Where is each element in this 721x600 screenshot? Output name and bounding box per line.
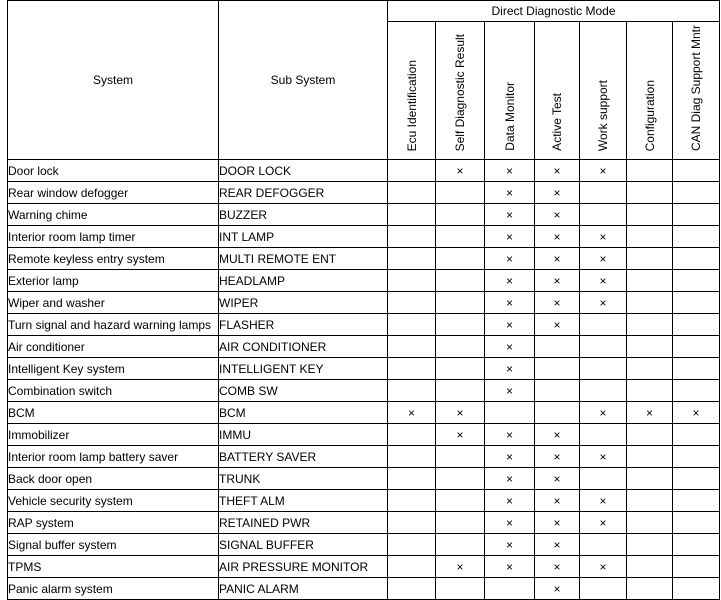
mode-cell <box>485 380 535 402</box>
mode-cell <box>627 204 673 226</box>
mode-cell <box>485 490 535 512</box>
subsystem-cell: THEFT ALM <box>219 490 388 512</box>
supported-mark: × <box>553 229 561 244</box>
mode-cell <box>436 468 485 490</box>
mode-cell <box>535 226 580 248</box>
supported-mark: × <box>553 427 561 442</box>
supported-mark: × <box>456 163 464 178</box>
supported-mark: × <box>505 559 513 574</box>
mode-cell <box>436 336 485 358</box>
mode-cell <box>627 512 673 534</box>
mode-cell <box>535 336 580 358</box>
mode-cell <box>485 270 535 292</box>
mode-cell <box>485 446 535 468</box>
mode-cell <box>673 292 720 314</box>
supported-mark: × <box>505 471 513 486</box>
supported-mark: × <box>599 251 607 266</box>
mode-cell <box>627 468 673 490</box>
table-row <box>8 182 720 204</box>
mode-cell <box>485 358 535 380</box>
system-cell: Warning chime <box>8 204 219 226</box>
supported-mark: × <box>553 251 561 266</box>
mode-cell <box>485 160 535 182</box>
mode-cell <box>436 446 485 468</box>
mode-cell <box>388 578 436 600</box>
mode-cell <box>388 380 436 402</box>
mode-cell <box>580 226 627 248</box>
supported-mark: × <box>553 317 561 332</box>
diagnostic-mode-table <box>7 0 720 600</box>
mode-cell <box>580 358 627 380</box>
supported-mark: × <box>553 295 561 310</box>
mode-cell <box>673 204 720 226</box>
system-cell: Rear window defogger <box>8 182 219 204</box>
table-row <box>8 314 720 336</box>
subsystem-cell: INT LAMP <box>219 226 388 248</box>
mode-cell <box>673 248 720 270</box>
mode-cell <box>627 380 673 402</box>
table-row <box>8 468 720 490</box>
mode-cell <box>535 402 580 424</box>
table-row <box>8 512 720 534</box>
supported-mark: × <box>553 273 561 288</box>
mode-cell <box>580 578 627 600</box>
column-header-self-diagnostic-result <box>436 22 485 160</box>
supported-mark: × <box>553 163 561 178</box>
supported-mark: × <box>505 537 513 552</box>
supported-mark: × <box>599 273 607 288</box>
system-cell: Wiper and washer <box>8 292 219 314</box>
mode-cell <box>485 182 535 204</box>
supported-mark: × <box>505 515 513 530</box>
column-header-ecu-identification <box>388 22 436 160</box>
supported-mark: × <box>599 405 607 420</box>
supported-mark: × <box>599 559 607 574</box>
mode-cell <box>627 182 673 204</box>
mode-cell <box>627 358 673 380</box>
mode-cell <box>436 182 485 204</box>
mode-cell <box>388 512 436 534</box>
mode-cell <box>535 556 580 578</box>
table-row <box>8 556 720 578</box>
system-cell: BCM <box>8 402 219 424</box>
supported-mark: × <box>456 559 464 574</box>
mode-cell <box>535 160 580 182</box>
supported-mark: × <box>599 295 607 310</box>
system-cell: Interior room lamp battery saver <box>8 446 219 468</box>
mode-cell <box>580 314 627 336</box>
subsystem-cell: BCM <box>219 402 388 424</box>
supported-mark: × <box>505 163 513 178</box>
mode-cell <box>436 578 485 600</box>
mode-cell <box>436 358 485 380</box>
mode-cell <box>436 556 485 578</box>
supported-mark: × <box>505 317 513 332</box>
supported-mark: × <box>505 229 513 244</box>
column-header-can-diag-support-mntr <box>673 22 720 160</box>
system-cell: Immobilizer <box>8 424 219 446</box>
mode-cell <box>535 380 580 402</box>
mode-cell <box>485 402 535 424</box>
mode-cell <box>627 336 673 358</box>
mode-cell <box>535 248 580 270</box>
mode-cell <box>388 358 436 380</box>
mode-cell <box>673 446 720 468</box>
mode-cell <box>673 424 720 446</box>
mode-cell <box>436 204 485 226</box>
mode-cell <box>580 534 627 556</box>
system-cell: Door lock <box>8 160 219 182</box>
subsystem-cell: REAR DEFOGGER <box>219 182 388 204</box>
mode-cell <box>580 424 627 446</box>
mode-cell <box>485 512 535 534</box>
mode-cell <box>388 160 436 182</box>
mode-cell <box>627 446 673 468</box>
subsystem-cell: BUZZER <box>219 204 388 226</box>
column-header-work-support <box>580 22 627 160</box>
subsystem-cell: TRUNK <box>219 468 388 490</box>
mode-cell <box>388 446 436 468</box>
column-header-label: Self Diagnostic Result <box>453 33 467 151</box>
table-row <box>8 292 720 314</box>
mode-cell <box>436 380 485 402</box>
mode-cell <box>673 336 720 358</box>
table-row <box>8 270 720 292</box>
mode-cell <box>485 248 535 270</box>
mode-cell <box>388 270 436 292</box>
supported-mark: × <box>553 471 561 486</box>
column-header-configuration <box>627 22 673 160</box>
mode-cell <box>673 490 720 512</box>
supported-mark: × <box>553 185 561 200</box>
mode-cell <box>485 556 535 578</box>
column-header-label: Work support <box>596 79 610 151</box>
supported-mark: × <box>553 515 561 530</box>
system-cell: Interior room lamp timer <box>8 226 219 248</box>
mode-cell <box>485 424 535 446</box>
system-column-header: System <box>8 1 219 160</box>
column-header-label: Configuration <box>642 79 657 151</box>
mode-cell <box>580 512 627 534</box>
subsystem-cell: SIGNAL BUFFER <box>219 534 388 556</box>
mode-cell <box>436 226 485 248</box>
table-row <box>8 204 720 226</box>
mode-cell <box>388 468 436 490</box>
mode-cell <box>535 490 580 512</box>
supported-mark: × <box>553 207 561 222</box>
mode-cell <box>673 402 720 424</box>
supported-mark: × <box>553 581 561 596</box>
mode-cell <box>388 248 436 270</box>
table-row <box>8 402 720 424</box>
mode-cell <box>436 402 485 424</box>
system-cell: Exterior lamp <box>8 270 219 292</box>
mode-cell <box>388 534 436 556</box>
supported-mark: × <box>553 493 561 508</box>
supported-mark: × <box>599 493 607 508</box>
mode-cell <box>485 292 535 314</box>
mode-cell <box>673 512 720 534</box>
mode-cell <box>535 446 580 468</box>
system-cell: Combination switch <box>8 380 219 402</box>
mode-cell <box>627 578 673 600</box>
supported-mark: × <box>505 449 513 464</box>
mode-cell <box>627 292 673 314</box>
table-row <box>8 380 720 402</box>
table-row <box>8 424 720 446</box>
mode-cell <box>673 160 720 182</box>
mode-cell <box>388 314 436 336</box>
subsystem-cell: RETAINED PWR <box>219 512 388 534</box>
mode-cell <box>388 226 436 248</box>
mode-cell <box>580 380 627 402</box>
column-header-data-monitor <box>485 22 535 160</box>
supported-mark: × <box>505 383 513 398</box>
subsystem-cell: AIR PRESSURE MONITOR <box>219 556 388 578</box>
mode-cell <box>535 534 580 556</box>
mode-cell <box>535 578 580 600</box>
supported-mark: × <box>505 493 513 508</box>
subsystem-cell: PANIC ALARM <box>219 578 388 600</box>
mode-cell <box>436 424 485 446</box>
supported-mark: × <box>456 427 464 442</box>
mode-cell <box>436 490 485 512</box>
mode-cell <box>580 204 627 226</box>
mode-cell <box>673 468 720 490</box>
supported-mark: × <box>599 163 607 178</box>
mode-cell <box>580 402 627 424</box>
mode-cell <box>580 182 627 204</box>
mode-cell <box>627 424 673 446</box>
mode-cell <box>580 248 627 270</box>
supported-mark: × <box>553 559 561 574</box>
table-row <box>8 248 720 270</box>
system-cell: Vehicle security system <box>8 490 219 512</box>
subsystem-cell: DOOR LOCK <box>219 160 388 182</box>
supported-mark: × <box>599 515 607 530</box>
supported-mark: × <box>407 405 415 420</box>
mode-cell <box>535 204 580 226</box>
mode-cell <box>485 336 535 358</box>
table-row <box>8 578 720 600</box>
supported-mark: × <box>645 405 653 420</box>
mode-cell <box>485 314 535 336</box>
direct-diagnostic-mode-header: Direct Diagnostic Mode <box>388 1 720 22</box>
column-header-active-test <box>535 22 580 160</box>
subsystem-cell: HEADLAMP <box>219 270 388 292</box>
table-row <box>8 490 720 512</box>
supported-mark: × <box>505 251 513 266</box>
supported-mark: × <box>553 449 561 464</box>
mode-cell <box>580 556 627 578</box>
mode-cell <box>436 270 485 292</box>
mode-cell <box>485 578 535 600</box>
supported-mark: × <box>505 427 513 442</box>
column-header-label: Ecu Identification <box>404 59 419 151</box>
mode-cell <box>580 468 627 490</box>
system-cell: Intelligent Key system <box>8 358 219 380</box>
mode-cell <box>535 182 580 204</box>
mode-cell <box>436 534 485 556</box>
column-header-label: CAN Diag Support Mntr <box>689 24 704 151</box>
subsystem-cell: MULTI REMOTE ENT <box>219 248 388 270</box>
column-header-label: Active Test <box>550 93 564 151</box>
supported-mark: × <box>505 361 513 376</box>
mode-cell <box>485 534 535 556</box>
mode-cell <box>535 468 580 490</box>
supported-mark: × <box>599 229 607 244</box>
system-cell: Air conditioner <box>8 336 219 358</box>
mode-cell <box>627 402 673 424</box>
table-row <box>8 358 720 380</box>
supported-mark: × <box>505 185 513 200</box>
mode-cell <box>627 248 673 270</box>
mode-cell <box>627 556 673 578</box>
supported-mark: × <box>599 449 607 464</box>
mode-cell <box>388 204 436 226</box>
mode-cell <box>535 270 580 292</box>
subsystem-cell: BATTERY SAVER <box>219 446 388 468</box>
system-cell: Back door open <box>8 468 219 490</box>
mode-cell <box>627 160 673 182</box>
mode-cell <box>627 490 673 512</box>
mode-cell <box>673 182 720 204</box>
mode-cell <box>436 248 485 270</box>
mode-cell <box>627 314 673 336</box>
table-row <box>8 534 720 556</box>
supported-mark: × <box>553 537 561 552</box>
supported-mark: × <box>456 405 464 420</box>
supported-mark: × <box>505 295 513 310</box>
mode-cell <box>627 226 673 248</box>
system-cell: TPMS <box>8 556 219 578</box>
subsystem-cell: FLASHER <box>219 314 388 336</box>
subsystem-cell: COMB SW <box>219 380 388 402</box>
mode-cell <box>436 314 485 336</box>
mode-cell <box>436 160 485 182</box>
system-cell: Remote keyless entry system <box>8 248 219 270</box>
system-cell: RAP system <box>8 512 219 534</box>
mode-cell <box>580 160 627 182</box>
mode-cell <box>673 578 720 600</box>
mode-cell <box>388 424 436 446</box>
table-row <box>8 226 720 248</box>
mode-cell <box>673 314 720 336</box>
mode-cell <box>580 490 627 512</box>
mode-cell <box>673 556 720 578</box>
subsystem-cell: INTELLIGENT KEY <box>219 358 388 380</box>
system-cell: Turn signal and hazard warning lamps <box>8 314 219 336</box>
mode-cell <box>673 380 720 402</box>
supported-mark: × <box>505 207 513 222</box>
mode-cell <box>388 556 436 578</box>
mode-cell <box>627 534 673 556</box>
mode-cell <box>388 292 436 314</box>
mode-cell <box>485 226 535 248</box>
supported-mark: × <box>692 405 700 420</box>
mode-cell <box>673 270 720 292</box>
mode-cell <box>535 292 580 314</box>
mode-cell <box>485 204 535 226</box>
table-body <box>8 160 720 600</box>
table-row <box>8 160 720 182</box>
table-row <box>8 446 720 468</box>
subsystem-cell: AIR CONDITIONER <box>219 336 388 358</box>
system-cell: Signal buffer system <box>8 534 219 556</box>
mode-cell <box>580 446 627 468</box>
subsystem-cell: WIPER <box>219 292 388 314</box>
table-row <box>8 336 720 358</box>
column-header-label: Data Monitor <box>502 82 517 151</box>
system-cell: Panic alarm system <box>8 578 219 600</box>
mode-cell <box>388 182 436 204</box>
mode-cell <box>535 424 580 446</box>
mode-cell <box>388 490 436 512</box>
mode-cell <box>580 292 627 314</box>
mode-cell <box>535 512 580 534</box>
mode-cell <box>673 358 720 380</box>
mode-cell <box>535 314 580 336</box>
mode-cell <box>580 336 627 358</box>
mode-cell <box>436 292 485 314</box>
mode-cell <box>485 468 535 490</box>
subsystem-cell: IMMU <box>219 424 388 446</box>
mode-cell <box>673 534 720 556</box>
supported-mark: × <box>505 339 513 354</box>
subsystem-column-header: Sub System <box>219 1 388 160</box>
mode-cell <box>388 402 436 424</box>
mode-cell <box>436 512 485 534</box>
mode-cell <box>627 270 673 292</box>
mode-cell <box>535 358 580 380</box>
mode-cell <box>673 226 720 248</box>
mode-cell <box>388 336 436 358</box>
supported-mark: × <box>505 273 513 288</box>
mode-cell <box>580 270 627 292</box>
